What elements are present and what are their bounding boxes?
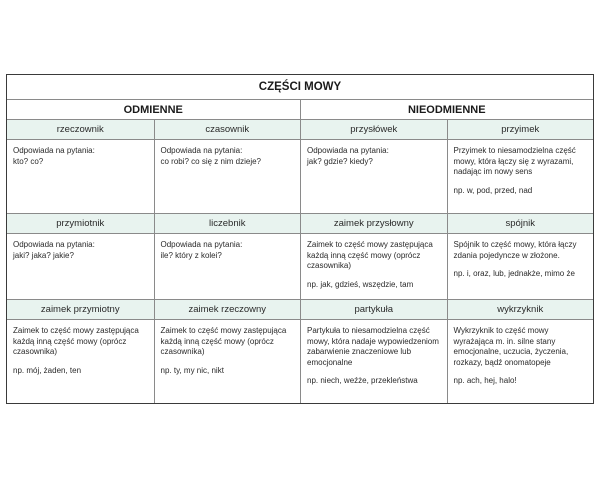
cell-header: liczebnik xyxy=(154,214,301,233)
cell-description xyxy=(447,234,594,299)
description-text: Odpowiada na pytania: co robi? co się z nim dzieje? xyxy=(160,146,261,166)
cell-header: przymiotnik xyxy=(56,218,105,229)
example-text: np. w, pod, przed, nad xyxy=(453,185,533,195)
cell-header: zaimek przysłowny xyxy=(300,214,447,233)
header-row-2 xyxy=(7,213,593,233)
description-text: Zaimek to część mowy zastępująca każdą inną część mowy (oprócz czasownika) xyxy=(307,240,433,270)
description-text: Odpowiada na pytania: ile? który z kolei? xyxy=(160,240,243,260)
example-text: np. mój, żaden, ten xyxy=(13,365,82,375)
cell-description xyxy=(7,320,154,403)
cell-header: przysłówek xyxy=(300,120,447,139)
cell-description xyxy=(7,234,154,299)
cell-description xyxy=(154,320,301,403)
table-title: CZĘŚCI MOWY xyxy=(258,81,342,93)
description-row-2 xyxy=(7,233,593,299)
example-text: np. jak, gdzieś, wszędzie, tam xyxy=(307,279,414,289)
cell-description xyxy=(154,234,301,299)
description-row-3 xyxy=(7,319,593,403)
group-odmienne: ODMIENNE xyxy=(123,103,183,116)
cell-header: zaimek rzeczowny xyxy=(154,300,301,319)
cell-description xyxy=(300,140,447,213)
description-text: Partykuła to niesamodzielna część mowy, która nadaje wypowiedzeniom zabarwienie znaczeniowe lub emocjonalne xyxy=(307,326,439,367)
header-row-1 xyxy=(7,119,593,139)
cell-header: przyimek xyxy=(447,120,594,139)
cell-description xyxy=(154,140,301,213)
example-text: np. i, oraz, lub, jednakże, mimo że xyxy=(453,269,575,278)
description-text: Przyimek to niesamodzielna część mowy, która łączy się z wyrazami, nadając im nowy sens xyxy=(453,146,576,176)
example-text: np. ty, my nic, nikt xyxy=(160,365,224,375)
header-row-3 xyxy=(7,299,593,319)
example-text: np. ach, hej, halo! xyxy=(453,376,517,385)
description-text: Zaimek to część mowy zastępująca każdą inną część mowy (oprócz czasownika) xyxy=(160,326,287,356)
description-text: Spójnik to część mowy, która łączy zdania pojedyncze w złożone. xyxy=(453,240,577,260)
description-row-1 xyxy=(7,139,593,213)
cell-header: partykuła xyxy=(300,300,447,319)
cell-header: czasownik xyxy=(154,120,301,139)
cell-description xyxy=(300,320,447,403)
description-text: Odpowiada na pytania: jaki? jaka? jakie? xyxy=(13,240,95,260)
cell-description xyxy=(300,234,447,299)
cell-description xyxy=(7,140,154,213)
description-text: Zaimek to część mowy zastępująca każdą inną część mowy (oprócz czasownika) xyxy=(13,326,139,356)
cell-description xyxy=(447,320,594,403)
description-text: Odpowiada na pytania: jak? gdzie? kiedy? xyxy=(307,146,389,166)
parts-of-speech-table xyxy=(6,74,594,404)
cell-description xyxy=(447,140,594,213)
cell-header: spójnik xyxy=(447,214,594,233)
description-text: Wykrzyknik to część mowy wyrażająca m. in. silne stany emocjonalne, uczucia, życzenia, rozkazy, bądź onomatopeje xyxy=(453,326,569,367)
example-text: np. niech, weźże, przekleństwa xyxy=(307,376,418,385)
cell-header: zaimek przymiotny xyxy=(40,304,120,315)
description-text: Odpowiada na pytania: kto? co? xyxy=(13,146,95,166)
group-nieodmienne: NIEODMIENNE xyxy=(300,100,594,119)
cell-header: wykrzyknik xyxy=(447,300,594,319)
cell-header: rzeczownik xyxy=(56,124,104,135)
group-header-row xyxy=(7,99,593,119)
